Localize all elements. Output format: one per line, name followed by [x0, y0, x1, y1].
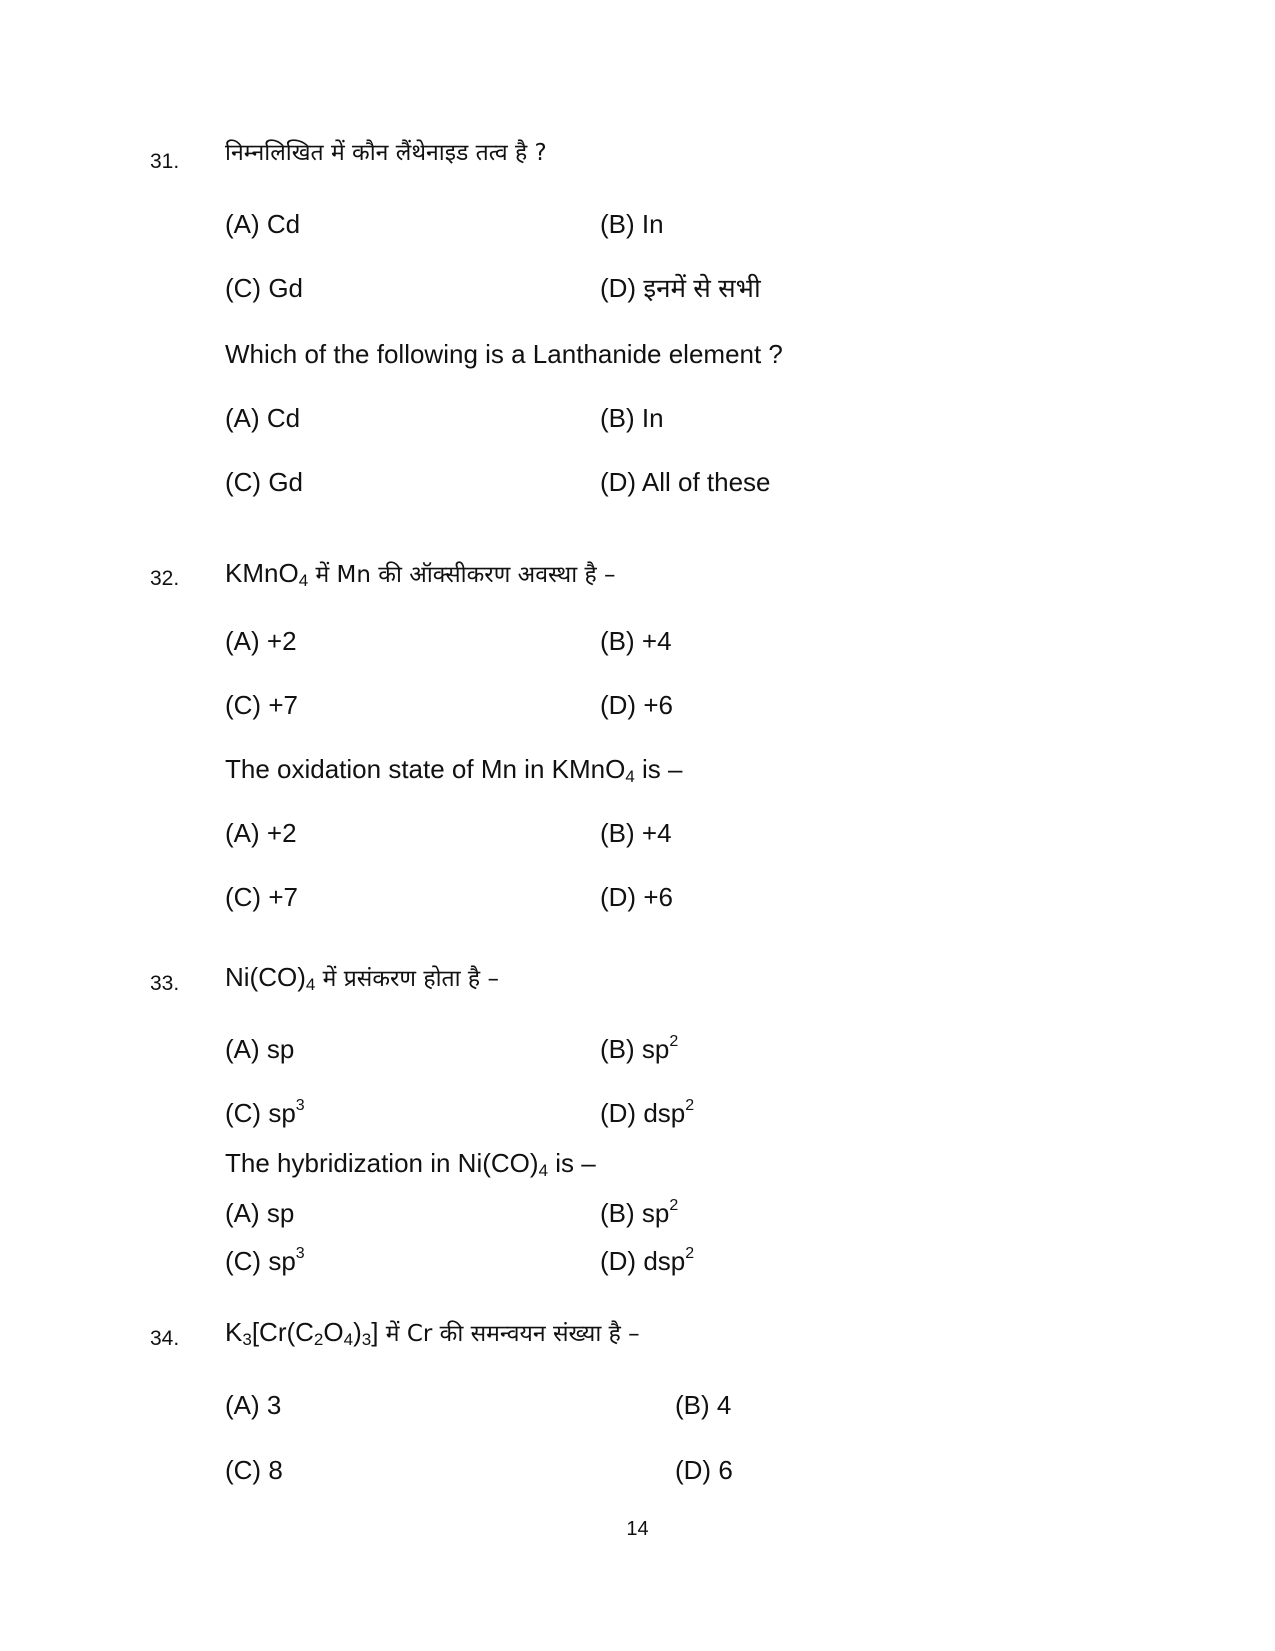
option-d: (D) +6	[600, 690, 673, 720]
option-d: (D) इनमें से सभी	[600, 273, 761, 303]
question-stem-hindi: निम्नलिखित में कौन लैंथेनाइड तत्व है ?	[225, 140, 547, 166]
stem-text: में प्रसंकरण होता है –	[315, 966, 499, 992]
question-stem-hindi	[225, 962, 499, 994]
question-number: 31.	[150, 150, 180, 173]
subscript: 4	[343, 1330, 354, 1349]
superscript: 2	[685, 1245, 695, 1262]
option-b: (B) In	[600, 403, 664, 433]
subscript: 4	[298, 571, 309, 590]
option-c: (C) +7	[225, 690, 298, 720]
option-a: (A) Cd	[225, 209, 301, 239]
subscript: 3	[361, 1330, 372, 1349]
option-a: (A) +2	[225, 818, 297, 848]
superscript: 3	[295, 1097, 305, 1114]
subscript: 4	[305, 975, 316, 994]
option-c: (C) Gd	[225, 467, 303, 497]
formula: Ni(CO)	[225, 962, 306, 992]
subscript: 4	[625, 767, 635, 786]
stem-text: The oxidation state of Mn in KMnO	[225, 754, 626, 784]
option-a: (A) sp	[225, 1034, 295, 1064]
question-stem-english	[225, 754, 682, 785]
option-d: (D) 6	[675, 1455, 733, 1485]
option-text: (B) sp	[600, 1034, 670, 1064]
option-d: (D) +6	[600, 882, 673, 912]
stem-text: is –	[634, 754, 683, 784]
option-b: (B) In	[600, 209, 664, 239]
subscript: 3	[242, 1330, 252, 1349]
option-text: (D) dsp	[600, 1246, 686, 1276]
question-number: 34.	[150, 1327, 180, 1350]
formula: K	[225, 1317, 243, 1347]
superscript: 2	[669, 1197, 679, 1214]
option-a: (A) 3	[225, 1390, 282, 1420]
subscript: 2	[313, 1330, 324, 1349]
option-c	[225, 1246, 305, 1277]
option-text: (D) dsp	[600, 1098, 686, 1128]
question-stem-english	[225, 1148, 596, 1179]
question-stem-hindi	[225, 558, 616, 590]
stem-text: में Cr की समन्वयन संख्या है –	[378, 1321, 640, 1347]
formula: O	[323, 1317, 344, 1347]
stem-text: The hybridization in Ni(CO)	[225, 1148, 539, 1178]
superscript: 2	[669, 1033, 679, 1050]
option-b	[600, 1034, 678, 1065]
option-c: (C) +7	[225, 882, 298, 912]
option-a: (A) sp	[225, 1198, 295, 1228]
option-d: (D) All of these	[600, 467, 771, 497]
option-a: (A) +2	[225, 626, 297, 656]
superscript: 2	[685, 1097, 695, 1114]
formula: ]	[371, 1317, 379, 1347]
formula: KMnO	[225, 558, 299, 588]
option-c: (C) 8	[225, 1455, 283, 1485]
option-b: (B) 4	[675, 1390, 732, 1420]
superscript: 3	[295, 1245, 305, 1262]
formula: [Cr(C	[251, 1317, 314, 1347]
option-b: (B) +4	[600, 818, 672, 848]
question-stem-english: Which of the following is a Lanthanide element ?	[225, 339, 783, 369]
question-number: 33.	[150, 972, 180, 995]
formula: )	[353, 1317, 362, 1347]
option-text: (B) sp	[600, 1198, 670, 1228]
page-number: 14	[626, 1518, 649, 1540]
option-text: (C) sp	[225, 1098, 296, 1128]
question-stem-hindi	[225, 1317, 640, 1349]
option-text: (C) sp	[225, 1246, 296, 1276]
option-a: (A) Cd	[225, 403, 301, 433]
stem-text: की ऑक्सीकरण अवस्था है –	[370, 562, 616, 588]
question-number: 32.	[150, 567, 180, 590]
option-b	[600, 1198, 678, 1229]
option-c: (C) Gd	[225, 273, 303, 303]
stem-text: is –	[548, 1148, 596, 1178]
subscript: 4	[538, 1161, 549, 1180]
stem-text: में Mn	[308, 562, 371, 588]
option-c	[225, 1098, 305, 1129]
option-d	[600, 1246, 694, 1277]
option-d	[600, 1098, 694, 1129]
option-b: (B) +4	[600, 626, 672, 656]
